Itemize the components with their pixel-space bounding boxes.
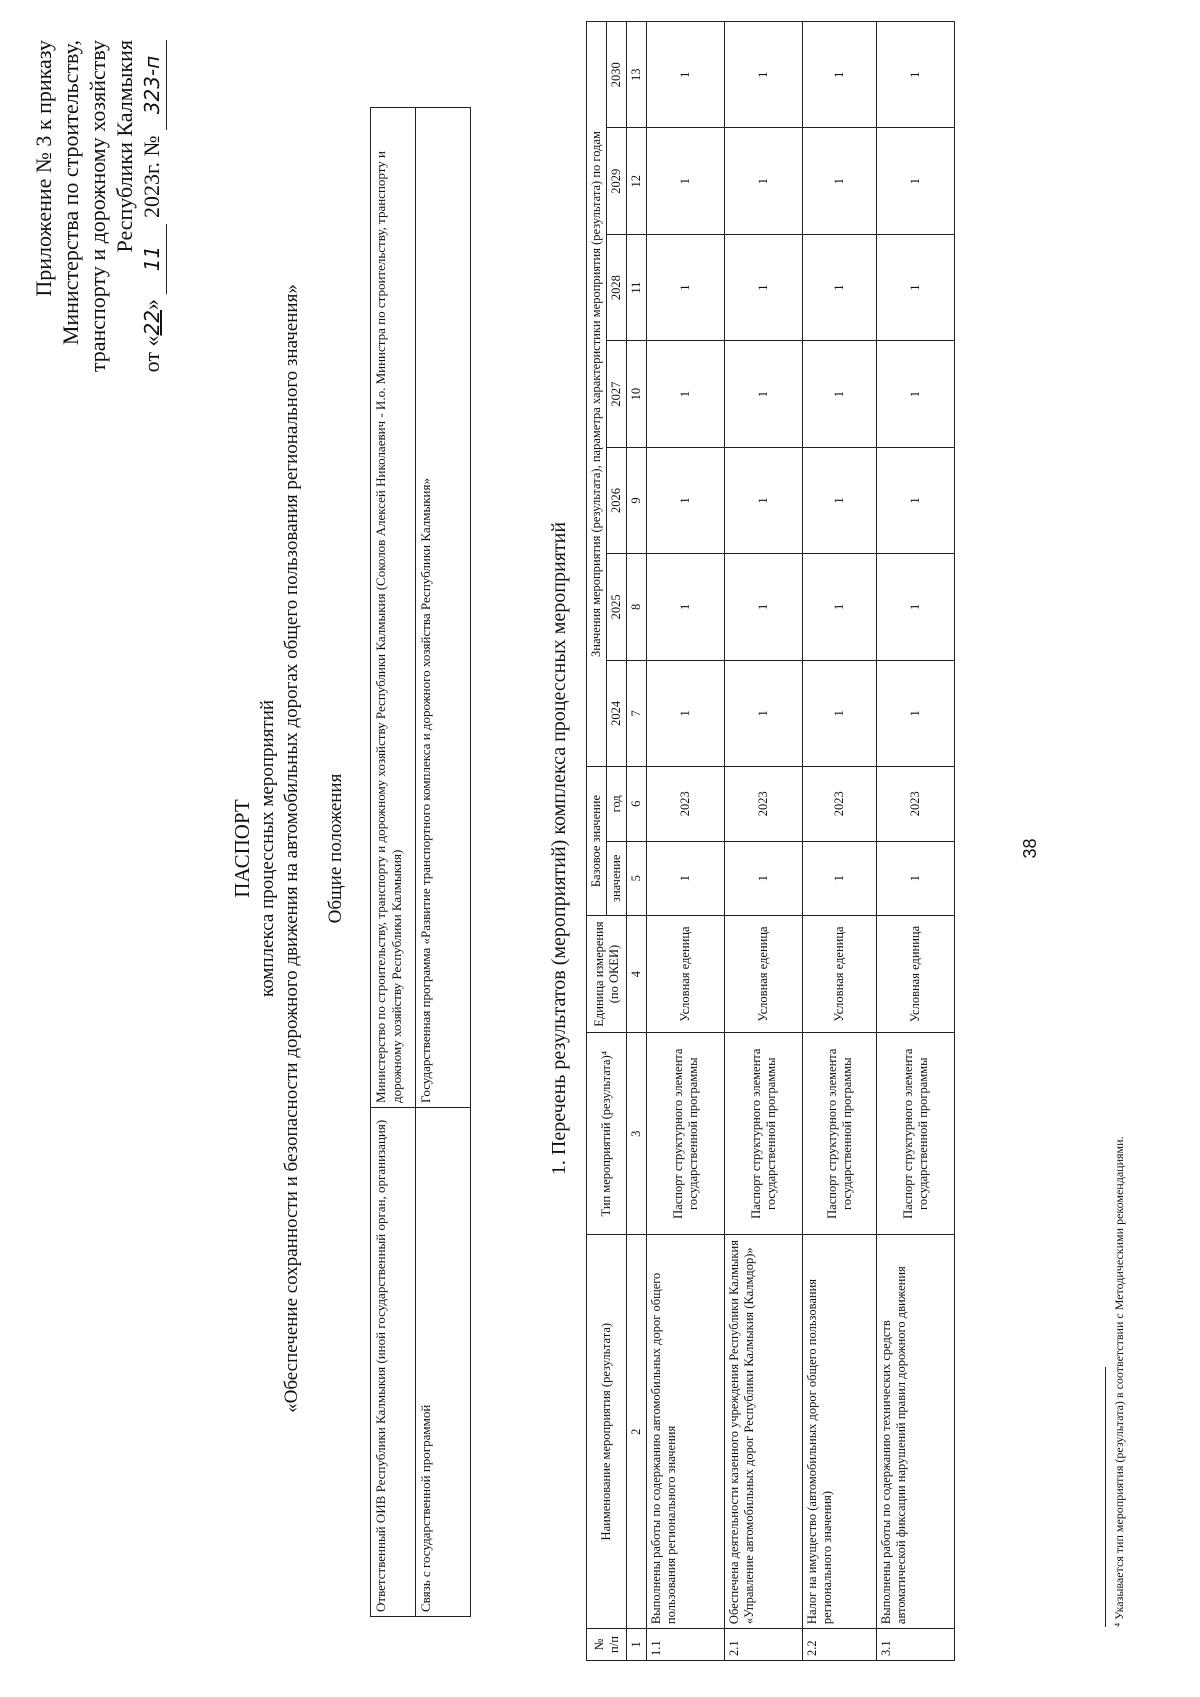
row-base-value: 1 — [877, 841, 955, 916]
table-row — [803, 22, 877, 1661]
row-year-value: 1 — [803, 128, 877, 234]
footnote: ⁴ Указывается тип мероприятия (результата) в соответствии с Методическими рекомендациями. — [1112, 1136, 1126, 1627]
appendix-month: 11 — [139, 224, 167, 294]
row-year-value: 1 — [725, 128, 803, 234]
colnum: 10 — [627, 341, 647, 447]
general-value: Государственная программа «Развитие транспортного комплекса и дорожного хозяйства Республики Калмыкия» — [416, 108, 471, 1108]
results-heading: 1. Перечень результатов (мероприятий) комплекса процессных мероприятий — [548, 521, 570, 1176]
row-base-year: 2023 — [803, 767, 877, 842]
colnum: 6 — [627, 767, 647, 842]
general-label: Связь с государственной программой — [416, 1108, 471, 1617]
header-type: Тип мероприятий (результата)⁴ — [587, 1033, 627, 1235]
row-year-value: 1 — [647, 128, 725, 234]
row-year-value: 1 — [725, 660, 803, 766]
row-base-value: 1 — [647, 841, 725, 916]
appendix-number: 323-п — [139, 40, 167, 130]
table-row — [725, 22, 803, 1661]
row-name: Выполнены работы по содержанию автомобильных дорог общего пользования регионального значения — [647, 1235, 725, 1629]
appendix-line-3: транспорту и дорожному хозяйству — [85, 40, 110, 373]
row-unit: Условная еденица — [725, 916, 803, 1033]
appendix-line-1: Приложение № 3 к приказу — [31, 40, 56, 297]
colnum: 13 — [627, 22, 647, 129]
row-year-value: 1 — [725, 22, 803, 129]
header-name: Наименование мероприятия (результата) — [587, 1235, 627, 1629]
row-year-value: 1 — [803, 234, 877, 340]
header-year: 2030 — [607, 22, 627, 129]
row-base-value: 1 — [803, 841, 877, 916]
row-year-value: 1 — [877, 341, 955, 447]
table-row — [877, 22, 955, 1661]
row-year-value: 1 — [725, 447, 803, 553]
row-year-value: 1 — [877, 234, 955, 340]
header-base-value: значение — [607, 841, 627, 916]
row-num: 2.1 — [725, 1629, 803, 1661]
row-year-value: 1 — [803, 554, 877, 660]
colnum: 5 — [627, 841, 647, 916]
appendix-line-4: Республики Калмыкия — [112, 40, 137, 253]
header-values: Значения мероприятия (результата), параметра характеристики мероприятия (результата) по годам — [587, 22, 607, 767]
header-num: № п/п — [587, 1629, 627, 1661]
row-year-value: 1 — [647, 234, 725, 340]
header-year: 2024 — [607, 660, 627, 766]
table-row — [647, 22, 725, 1661]
row-name: Выполнены работы по содержанию технических средств автоматической фиксации нарушений правил дорожного движения — [877, 1235, 955, 1629]
appendix-date-line: от «22» 11 2023г. № 323-п — [138, 40, 167, 640]
row-year-value: 1 — [803, 341, 877, 447]
row-year-value: 1 — [877, 660, 955, 766]
row-year-value: 1 — [647, 447, 725, 553]
header-year: 2027 — [607, 341, 627, 447]
row-type: Паспорт структурного элемента государственной программы — [725, 1033, 803, 1235]
row-unit: Условная еденица — [803, 916, 877, 1033]
row-type: Паспорт структурного элемента государственной программы — [803, 1033, 877, 1235]
header-unit: Единица измерения (по ОКЕИ) — [587, 916, 627, 1033]
colnum: 9 — [627, 447, 647, 553]
header-base-year: год — [607, 767, 627, 842]
colnum: 8 — [627, 554, 647, 660]
row-year-value: 1 — [647, 341, 725, 447]
row-year-value: 1 — [877, 554, 955, 660]
appendix-line-2: Министерства по строительству, — [58, 40, 83, 346]
results-table — [586, 21, 955, 1661]
header-year: 2025 — [607, 554, 627, 660]
general-provisions-table — [370, 107, 471, 1617]
row-num: 3.1 — [877, 1629, 955, 1661]
table-row — [416, 108, 471, 1617]
colnum: 11 — [627, 234, 647, 340]
colnum: 3 — [627, 1033, 647, 1235]
passport-subtitle: комплекса процессных мероприятий — [257, 699, 278, 998]
row-year-value: 1 — [877, 22, 955, 129]
colnum: 7 — [627, 660, 647, 766]
section-general-title: Общие положения — [325, 773, 346, 924]
general-label: Ответственный ОИВ Республики Калмыкия (иной государственный орган, организация) — [371, 1108, 416, 1617]
row-year-value: 1 — [725, 234, 803, 340]
colnum: 12 — [627, 128, 647, 234]
table-header-row — [587, 22, 607, 1661]
row-year-value: 1 — [877, 128, 955, 234]
row-type: Паспорт структурного элемента государственной программы — [877, 1033, 955, 1235]
row-num: 1.1 — [647, 1629, 725, 1661]
row-year-value: 1 — [647, 554, 725, 660]
colnum: 1 — [627, 1629, 647, 1661]
header-base: Базовое значение — [587, 767, 607, 916]
row-year-value: 1 — [647, 660, 725, 766]
row-name: Налог на имущество (автомобильных дорог общего пользования регионального значения) — [803, 1235, 877, 1629]
row-year-value: 1 — [803, 447, 877, 553]
passport-title: ПАСПОРТ — [230, 799, 254, 898]
appendix-day: 22 — [140, 310, 164, 336]
passport-program-name: «Обеспечение сохранности и безопасности дорожного движения на автомобильных дорогах общего пользования регионального значения» — [281, 284, 302, 1413]
row-year-value: 1 — [803, 660, 877, 766]
row-year-value: 1 — [725, 341, 803, 447]
colnum: 2 — [627, 1235, 647, 1629]
table-row — [371, 108, 416, 1617]
colnum: 4 — [627, 916, 647, 1033]
header-year: 2028 — [607, 234, 627, 340]
footnote-divider — [1105, 1367, 1106, 1627]
row-base-year: 2023 — [647, 767, 725, 842]
row-year-value: 1 — [803, 22, 877, 129]
row-year-value: 1 — [725, 554, 803, 660]
header-year: 2026 — [607, 447, 627, 553]
row-base-year: 2023 — [725, 767, 803, 842]
header-year: 2029 — [607, 128, 627, 234]
row-name: Обеспечена деятельности казенного учреждения Республики Калмыкия «Управление автомобильных дорог Республики Калмыкия (Калмдор)» — [725, 1235, 803, 1629]
row-num: 2.2 — [803, 1629, 877, 1661]
row-unit: Условная единица — [877, 916, 955, 1033]
row-type: Паспорт структурного элемента государственной программы — [647, 1033, 725, 1235]
row-unit: Условная еденица — [647, 916, 725, 1033]
row-year-value: 1 — [647, 22, 725, 129]
row-year-value: 1 — [877, 447, 955, 553]
row-base-value: 1 — [725, 841, 803, 916]
row-base-year: 2023 — [877, 767, 955, 842]
page-number: 38 — [1020, 838, 1040, 859]
general-value: Министерство по строительству, транспорту и дорожному хозяйству Республики Калмыкия (Соколов Алексей Николаевич - И.о. Министра по строительству, транспорту и дорожному хозяйству Республики Калмыкия) — [371, 108, 416, 1108]
column-number-row — [627, 22, 647, 1661]
